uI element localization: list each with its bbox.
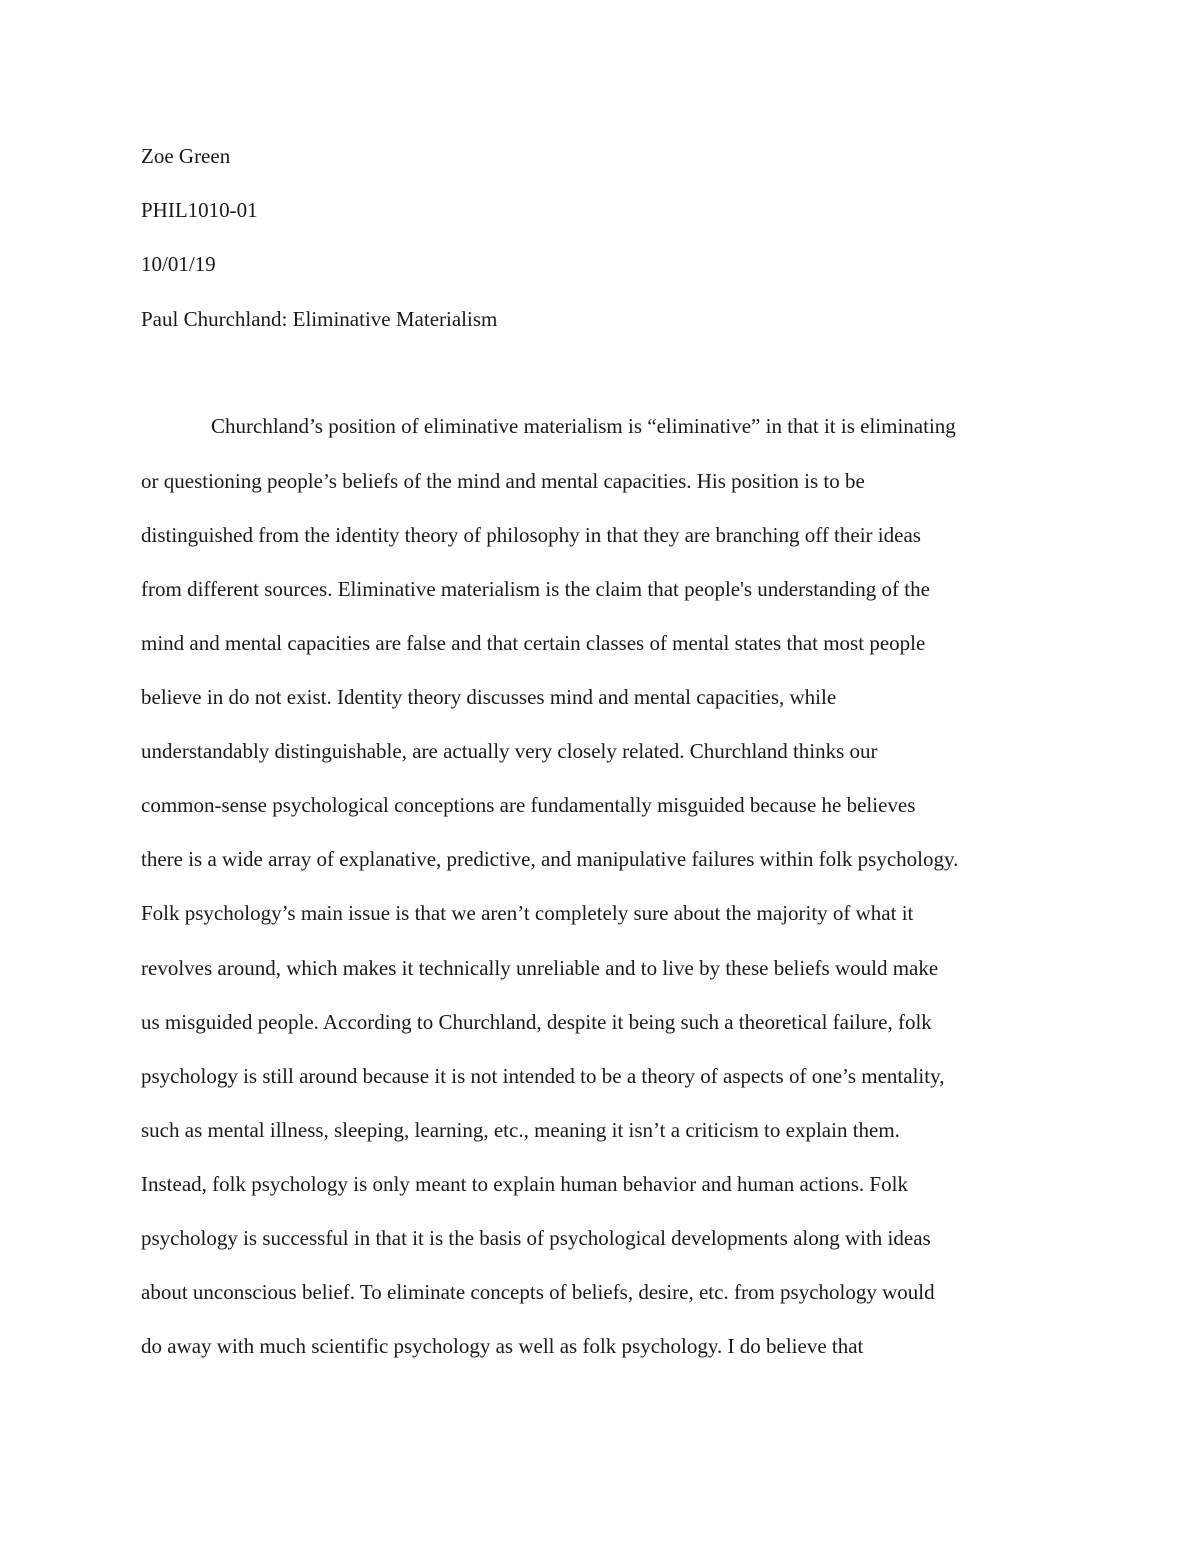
body-line: common-sense psychological conceptions are fundamentally misguided because he believes [141,793,916,817]
body-line: Churchland’s position of eliminative materialism is “eliminative” in that it is eliminating [211,414,956,438]
course-code: PHIL1010-01 [141,198,258,222]
body-line: mind and mental capacities are false and that certain classes of mental states that most people [141,631,926,655]
body-line: such as mental illness, sleeping, learning, etc., meaning it isn’t a criticism to explain them. [141,1118,900,1142]
body-line: revolves around, which makes it technically unreliable and to live by these beliefs would make [141,956,939,980]
author-name: Zoe Green [141,144,231,168]
body-line: about unconscious belief. To eliminate concepts of beliefs, desire, etc. from psychology would [141,1280,935,1304]
body-line: us misguided people. According to Churchland, despite it being such a theoretical failure, folk [141,1010,932,1034]
body-line: do away with much scientific psychology as well as folk psychology. I do believe that [141,1334,864,1358]
body-line: there is a wide array of explanative, predictive, and manipulative failures within folk psychology. [141,847,959,871]
body-line: from different sources. Eliminative materialism is the claim that people's understanding of the [141,577,930,601]
body-line: or questioning people’s beliefs of the mind and mental capacities. His position is to be [141,469,865,493]
body-line: understandably distinguishable, are actually very closely related. Churchland thinks our [141,739,878,763]
body-line: Folk psychology’s main issue is that we aren’t completely sure about the majority of what it [141,901,914,925]
body-line: Instead, folk psychology is only meant to explain human behavior and human actions. Folk [141,1172,908,1196]
body-line: psychology is still around because it is not intended to be a theory of aspects of one’s mentality, [141,1064,945,1088]
body-line: psychology is successful in that it is the basis of psychological developments along with ideas [141,1226,931,1250]
body-line: believe in do not exist. Identity theory discusses mind and mental capacities, while [141,685,837,709]
body-line: distinguished from the identity theory of philosophy in that they are branching off their ideas [141,523,921,547]
document-date: 10/01/19 [141,252,216,276]
essay-title: Paul Churchland: Eliminative Materialism [141,307,498,331]
